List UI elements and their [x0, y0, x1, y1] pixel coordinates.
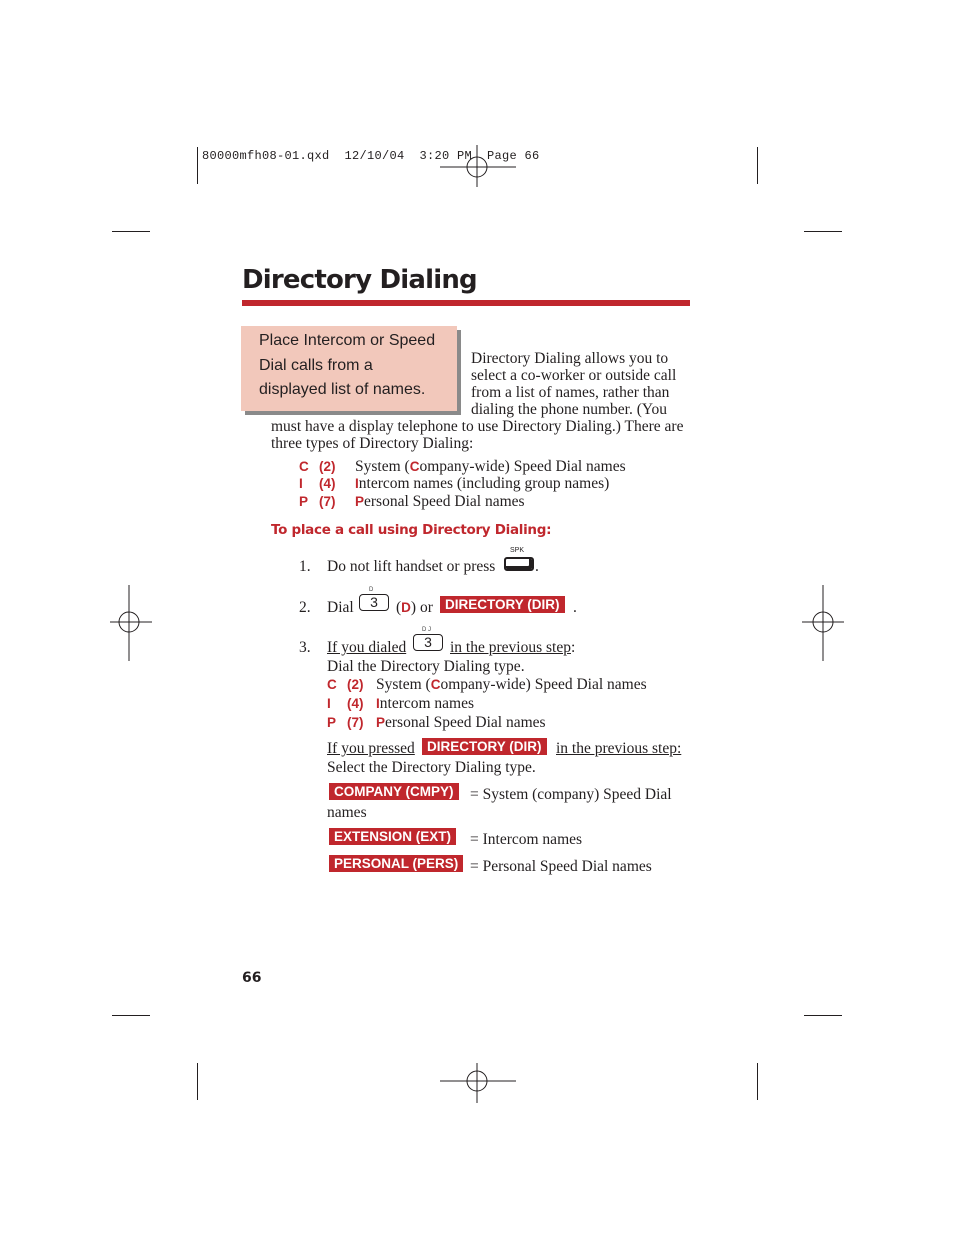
- type-highlight: P: [376, 715, 386, 730]
- step-number: 2.: [299, 599, 311, 616]
- speaker-key-icon: [504, 557, 534, 571]
- intro-paragraph-full: [271, 418, 683, 452]
- type-highlight: C: [430, 677, 441, 692]
- type-letter: P: [299, 494, 309, 509]
- personal-softkey: [329, 855, 463, 873]
- intro-line: from a list of names, rather than: [471, 384, 670, 401]
- callout-line: Dial calls from a: [259, 356, 373, 374]
- if-pressed-text: If you pressed: [327, 740, 415, 757]
- type-number: (7): [347, 715, 364, 730]
- softkey-desc: = System (company) Speed Dial: [470, 786, 672, 803]
- type-letter: P: [327, 715, 337, 730]
- step-number: 1.: [299, 558, 311, 575]
- type-number: (4): [347, 696, 364, 711]
- type-letter: C: [299, 459, 309, 474]
- key-letter-tag: D J: [422, 627, 431, 633]
- type-letter: I: [299, 476, 303, 491]
- spk-key-label: SPK: [510, 547, 525, 554]
- directory-softkey: [422, 738, 547, 756]
- directory-softkey: [440, 596, 565, 614]
- paren-text: (: [396, 599, 402, 616]
- list-item: [327, 714, 546, 731]
- company-softkey: [329, 783, 459, 801]
- intro-line: dialing the phone number. (You: [471, 401, 668, 418]
- dial-key-3-icon: 3: [413, 634, 443, 651]
- softkey-label: COMPANY (CMPY): [329, 783, 459, 800]
- dial-type-instruction: Dial the Directory Dialing type.: [327, 658, 525, 675]
- type-highlight: I: [355, 476, 359, 491]
- softkey-label: PERSONAL (PERS): [329, 855, 463, 872]
- type-text: ersonal Speed Dial names: [385, 714, 546, 731]
- prev-step-text: in the previous step:: [556, 740, 682, 757]
- step-2-text: Dial: [327, 599, 354, 616]
- softkey-desc: = Personal Speed Dial names: [470, 858, 652, 875]
- step-2-paren: [396, 599, 433, 616]
- colon: :: [570, 639, 576, 656]
- callout-line: Place Intercom or Speed: [259, 332, 436, 349]
- print-slug: 80000mfh08-01.qxd 12/10/04 3:20 PM Page 66: [202, 149, 540, 163]
- list-item: [299, 475, 610, 492]
- type-text: ersonal Speed Dial names: [364, 493, 525, 510]
- title-rule: [242, 300, 690, 306]
- type-number: (2): [319, 459, 336, 474]
- procedure-heading: To place a call using Directory Dialing:: [271, 522, 552, 538]
- registration-mark-left: [110, 585, 152, 661]
- type-text: ompany-wide) Speed Dial names: [419, 458, 626, 475]
- softkey-label: EXTENSION (EXT): [329, 828, 456, 845]
- softkey-desc: = Intercom names: [470, 831, 583, 848]
- page-number: 66: [242, 970, 262, 986]
- type-text: ntercom names (including group names): [358, 475, 610, 492]
- type-text: ompany-wide) Speed Dial names: [440, 676, 647, 693]
- step-number: 3.: [299, 639, 311, 656]
- prev-step-text: in the previous step: [450, 639, 571, 656]
- page-title: Directory Dialing: [242, 265, 477, 295]
- type-number: (2): [347, 677, 364, 692]
- step-1-end: .: [535, 558, 539, 575]
- if-dialed-text: If you dialed: [327, 639, 407, 656]
- step-1-text: Do not lift handset or press: [327, 558, 496, 575]
- softkey-label: DIRECTORY (DIR): [422, 738, 547, 755]
- type-letter: C: [327, 677, 337, 692]
- select-type-instruction: Select the Directory Dialing type.: [327, 759, 536, 776]
- step-2-end: .: [573, 599, 577, 616]
- intro-line: Directory Dialing allows you to: [471, 350, 669, 367]
- paren-text: ) or: [410, 599, 433, 616]
- list-item: [299, 493, 525, 510]
- intro-line: must have a display telephone to use Directory Dialing.) There are: [271, 418, 684, 435]
- intro-paragraph-right: [471, 350, 676, 418]
- softkey-desc-cont: names: [327, 804, 367, 821]
- softkey-label: DIRECTORY (DIR): [440, 596, 565, 613]
- list-item: [299, 458, 626, 475]
- type-text: System (: [376, 676, 431, 693]
- type-text: System (: [355, 458, 410, 475]
- summary-callout: [241, 326, 457, 411]
- registration-mark-right: [802, 585, 844, 661]
- type-highlight: P: [355, 494, 365, 509]
- type-text: ntercom names: [379, 695, 475, 712]
- callout-line: displayed list of names.: [259, 381, 426, 398]
- type-highlight: I: [376, 696, 380, 711]
- type-highlight: C: [409, 459, 420, 474]
- type-number: (7): [319, 494, 336, 509]
- key-letter-tag: D: [369, 587, 374, 593]
- registration-mark-bottom: [440, 1063, 516, 1103]
- type-number: (4): [319, 476, 336, 491]
- list-item: [327, 695, 475, 712]
- intro-line: three types of Directory Dialing:: [271, 435, 474, 452]
- paren-letter: D: [401, 600, 411, 615]
- type-letter: I: [327, 696, 331, 711]
- list-item: [327, 676, 647, 693]
- extension-softkey: [329, 828, 456, 846]
- intro-line: select a co-worker or outside call: [471, 367, 677, 384]
- dial-key-3-icon: 3: [359, 594, 389, 611]
